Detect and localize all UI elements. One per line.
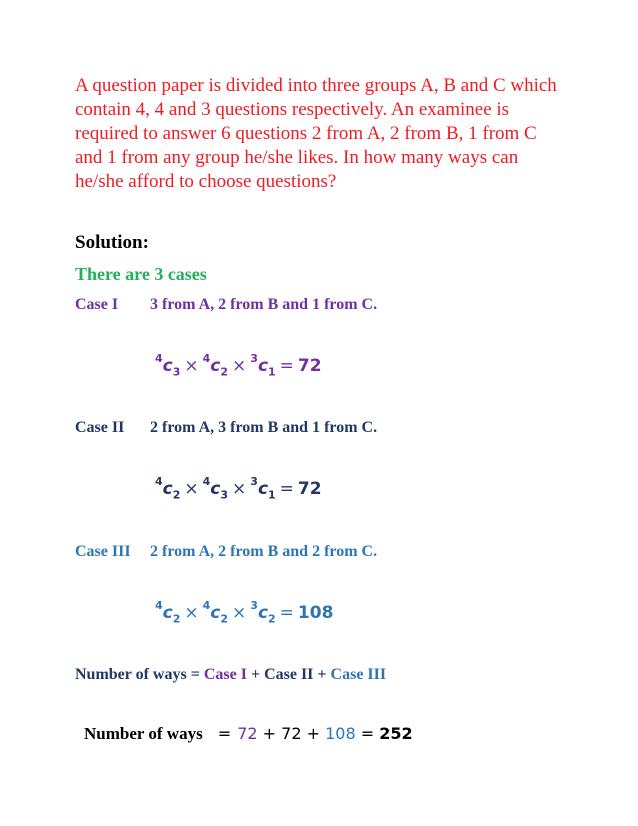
ways-summary [75,666,386,684]
plus-sign: + [306,724,320,743]
term-n: 3 [250,599,258,613]
case-label: Case III [75,543,131,560]
equals-sign: = [279,603,294,623]
case-result: 108 [297,603,334,623]
ways-plus: + [246,666,265,683]
final-value-1: 72 [237,724,258,743]
term-n: 4 [155,475,163,489]
term-n: 3 [250,352,258,366]
term-r: 2 [172,612,181,626]
term-r: 3 [220,488,229,502]
term-r: 3 [172,365,181,379]
case-label: Case II [75,419,125,436]
cases-heading: There are 3 cases [75,264,207,284]
case-row [75,543,377,561]
ways-case-1: Case I [203,666,247,683]
equals-sign: = [279,356,294,376]
term-n: 4 [202,352,211,366]
case-description: 3 from A, 2 from B and 1 from C. [150,296,378,313]
question-line: required to answer 6 questions 2 from A, 2 from B, 1 from C [75,123,537,144]
term-r: 2 [220,365,229,379]
case-formula: $^4c_2 \times ^4c_2 \times ^3c_2 = 108$ [155,599,334,626]
solution-heading: Solution: [75,232,149,253]
case-description: 2 from A, 2 from B and 2 from C. [150,543,378,560]
case-formula: $^4c_3 \times ^4c_2 \times ^3c_1 = 72$ [155,352,322,379]
term-r: 1 [268,365,276,379]
times-sign: × [184,479,199,499]
question-text [75,74,575,194]
case-formula: $^4c_2 \times ^4c_3 \times ^3c_1 = 72$ [155,475,322,502]
case-row [75,296,377,314]
case-result: 72 [297,479,322,499]
times-sign: × [232,479,247,499]
case-label: Case I [75,296,119,313]
final-label: Number of ways [84,724,203,743]
equals-sign: = [279,479,294,499]
term-r: 2 [220,612,229,626]
ways-prefix: Number of ways = [75,666,204,683]
term-n: 4 [155,599,163,613]
final-computation [84,724,413,744]
final-value-2: 72 [281,724,302,743]
final-value-3: 108 [325,724,356,743]
equals-sign: = [360,724,375,743]
question-line: contain 4, 4 and 3 questions respectively. An examinee is [75,99,510,120]
question-line: he/she afford to choose questions? [75,171,337,192]
term-n: 3 [250,475,258,489]
term-r: 2 [268,612,276,626]
ways-case-3: Case III [330,666,387,683]
final-total: 252 [379,724,413,743]
case-row [75,419,377,437]
term-n: 4 [155,352,163,366]
question-line: and 1 from any group he/she likes. In how many ways can [75,147,519,168]
case-result: 72 [297,356,322,376]
term-r: 2 [172,488,181,502]
times-sign: × [184,356,199,376]
equals-sign: = [217,724,232,743]
times-sign: × [184,603,199,623]
question-line: A question paper is divided into three groups A, B and C which [75,75,557,96]
plus-sign: + [262,724,277,743]
times-sign: × [232,356,247,376]
term-n: 4 [202,599,211,613]
ways-case-2: Case II [264,666,314,683]
term-r: 1 [268,488,276,502]
times-sign: × [232,603,247,623]
ways-plus: + [313,666,331,683]
case-description: 2 from A, 3 from B and 1 from C. [150,419,378,436]
term-n: 4 [202,475,211,489]
